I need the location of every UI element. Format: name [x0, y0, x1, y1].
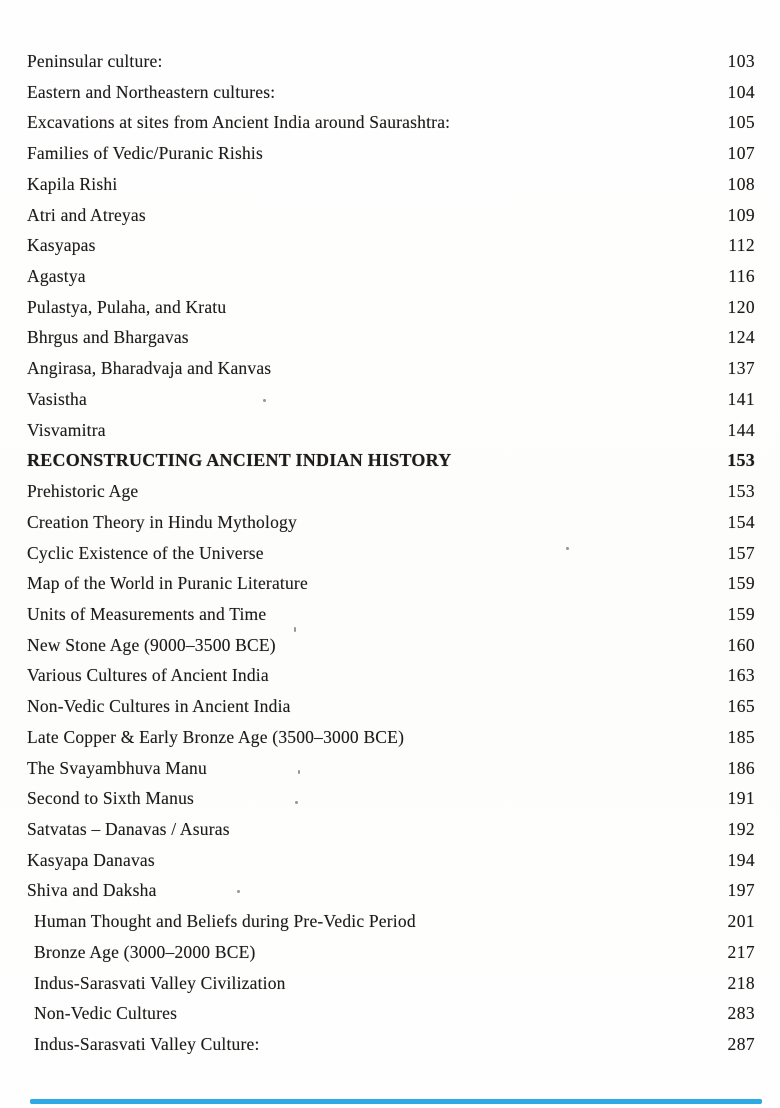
toc-entry [27, 722, 755, 753]
toc-entry-title: Units of Measurements and Time [27, 603, 267, 624]
toc-entry-title: Atri and Atreyas [27, 204, 146, 225]
toc-entry-page: 105 [727, 112, 755, 133]
toc-entry [27, 753, 755, 784]
toc-entry-page: 197 [727, 880, 755, 901]
toc-entry-title: Map of the World in Puranic Literature [27, 573, 308, 594]
toc-entry-page: 137 [727, 358, 755, 379]
toc-entry [27, 875, 755, 906]
toc-entry-page: 160 [727, 634, 755, 655]
toc-entry [27, 538, 755, 569]
toc-entry-page: 141 [727, 388, 755, 409]
toc-entry-page: 120 [727, 296, 755, 317]
toc-entry-page: 287 [727, 1034, 755, 1054]
toc-entry-page: 103 [727, 51, 755, 71]
toc-entry [27, 261, 755, 292]
toc-entry [27, 77, 755, 108]
toc-entry-page: 112 [728, 235, 755, 256]
toc-entry-page: 159 [727, 603, 755, 624]
toc-entry [27, 322, 755, 353]
toc-entry-title: Various Cultures of Ancient India [27, 665, 269, 686]
toc-entry-title: Angirasa, Bharadvaja and Kanvas [27, 358, 272, 379]
toc-entry-page: 108 [727, 173, 755, 194]
toc-entry-title: Late Copper & Early Bronze Age (3500–3000 BCE) [27, 726, 405, 747]
toc-entry [27, 415, 755, 446]
toc-entry [27, 568, 755, 599]
toc-entry-title: Creation Theory in Hindu Mythology [27, 511, 297, 532]
scan-artifact [298, 770, 300, 774]
toc-entry-page: 107 [727, 143, 755, 164]
toc-entry-title: Kasyapa Danavas [27, 849, 155, 870]
bottom-accent-line [30, 1099, 762, 1104]
toc-entry [27, 814, 755, 845]
toc-entry [27, 138, 755, 169]
toc-entry [27, 46, 755, 77]
toc-entry-page: 124 [727, 327, 755, 348]
toc-entry-page: 191 [727, 788, 755, 809]
toc-entry [27, 937, 755, 968]
toc-entry-title: Excavations at sites from Ancient India around Saurashtra: [27, 112, 451, 133]
toc-entry-title: Shiva and Daksha [27, 880, 157, 901]
scan-artifact [566, 547, 569, 550]
toc-entry-page: 153 [727, 481, 755, 502]
toc-entry-title: Indus-Sarasvati Valley Civilization [34, 972, 286, 993]
toc-entry-title: Agastya [27, 266, 86, 287]
toc-entry-page: 116 [728, 266, 755, 287]
toc-entry-page: 185 [727, 726, 755, 747]
toc-entry [27, 476, 755, 507]
toc-entry [27, 384, 755, 415]
toc-entry-page: 159 [727, 573, 755, 594]
toc-entry-title: RECONSTRUCTING ANCIENT INDIAN HISTORY [27, 450, 452, 471]
toc-entry [27, 845, 755, 876]
toc-entry-page: 218 [727, 972, 755, 993]
toc-entry [27, 660, 755, 691]
toc-entry [27, 630, 755, 661]
scan-artifact [237, 890, 240, 893]
toc-entry [27, 998, 755, 1029]
toc-entry-page: 194 [727, 849, 755, 870]
toc-entry [27, 507, 755, 538]
toc-entry-title: Human Thought and Beliefs during Pre-Vedic Period [34, 911, 416, 932]
toc-entry-page: 192 [727, 818, 755, 839]
toc-entry-page: 201 [727, 911, 755, 932]
toc-entry-page: 186 [727, 757, 755, 778]
toc-entry-page: 163 [727, 665, 755, 686]
toc-entry-page: 283 [727, 1003, 755, 1024]
toc-entry [27, 107, 755, 138]
scan-artifact [295, 801, 298, 804]
toc-entry [27, 200, 755, 231]
toc-entry [27, 599, 755, 630]
toc-entry [27, 353, 755, 384]
toc-entry-title: Bhrgus and Bhargavas [27, 327, 189, 348]
toc-entry-title: Peninsular culture: [27, 51, 163, 71]
toc-entry [27, 906, 755, 937]
toc-entry-title: Bronze Age (3000–2000 BCE) [34, 941, 256, 962]
scan-artifact [263, 399, 266, 402]
toc-entry [27, 968, 755, 999]
toc-entry-page: 165 [727, 696, 755, 717]
toc-entry-title: The Svayambhuva Manu [27, 757, 207, 778]
toc-entry [27, 445, 755, 476]
toc-list [27, 46, 755, 1060]
toc-entry-title: Vasistha [27, 388, 87, 409]
toc-entry-title: Kapila Rishi [27, 173, 118, 194]
toc-entry-title: Non-Vedic Cultures in Ancient India [27, 696, 291, 717]
toc-entry-page: 153 [727, 450, 755, 471]
toc-entry [27, 783, 755, 814]
toc-entry-title: Indus-Sarasvati Valley Culture: [34, 1034, 260, 1054]
scan-artifact [294, 627, 296, 632]
toc-entry-title: Pulastya, Pulaha, and Kratu [27, 296, 227, 317]
toc-entry-page: 157 [727, 542, 755, 563]
toc-entry-title: Families of Vedic/Puranic Rishis [27, 143, 263, 164]
toc-entry-page: 109 [727, 204, 755, 225]
toc-entry-title: Satvatas – Danavas / Asuras [27, 818, 230, 839]
toc-entry [27, 230, 755, 261]
toc-entry-title: Prehistoric Age [27, 481, 139, 502]
toc-entry-title: New Stone Age (9000–3500 BCE) [27, 634, 276, 655]
toc-entry-title: Eastern and Northeastern cultures: [27, 81, 276, 102]
toc-entry [27, 169, 755, 200]
toc-entry-page: 104 [727, 81, 755, 102]
toc-entry-page: 144 [727, 419, 755, 440]
toc-entry-title: Cyclic Existence of the Universe [27, 542, 264, 563]
toc-entry [27, 292, 755, 323]
toc-entry-title: Kasyapas [27, 235, 96, 256]
toc-entry-title: Non-Vedic Cultures [34, 1003, 178, 1024]
toc-entry-title: Visvamitra [27, 419, 106, 440]
toc-entry-title: Second to Sixth Manus [27, 788, 195, 809]
toc-entry [27, 1029, 755, 1060]
toc-entry [27, 691, 755, 722]
toc-entry-page: 154 [727, 511, 755, 532]
toc-entry-page: 217 [727, 941, 755, 962]
